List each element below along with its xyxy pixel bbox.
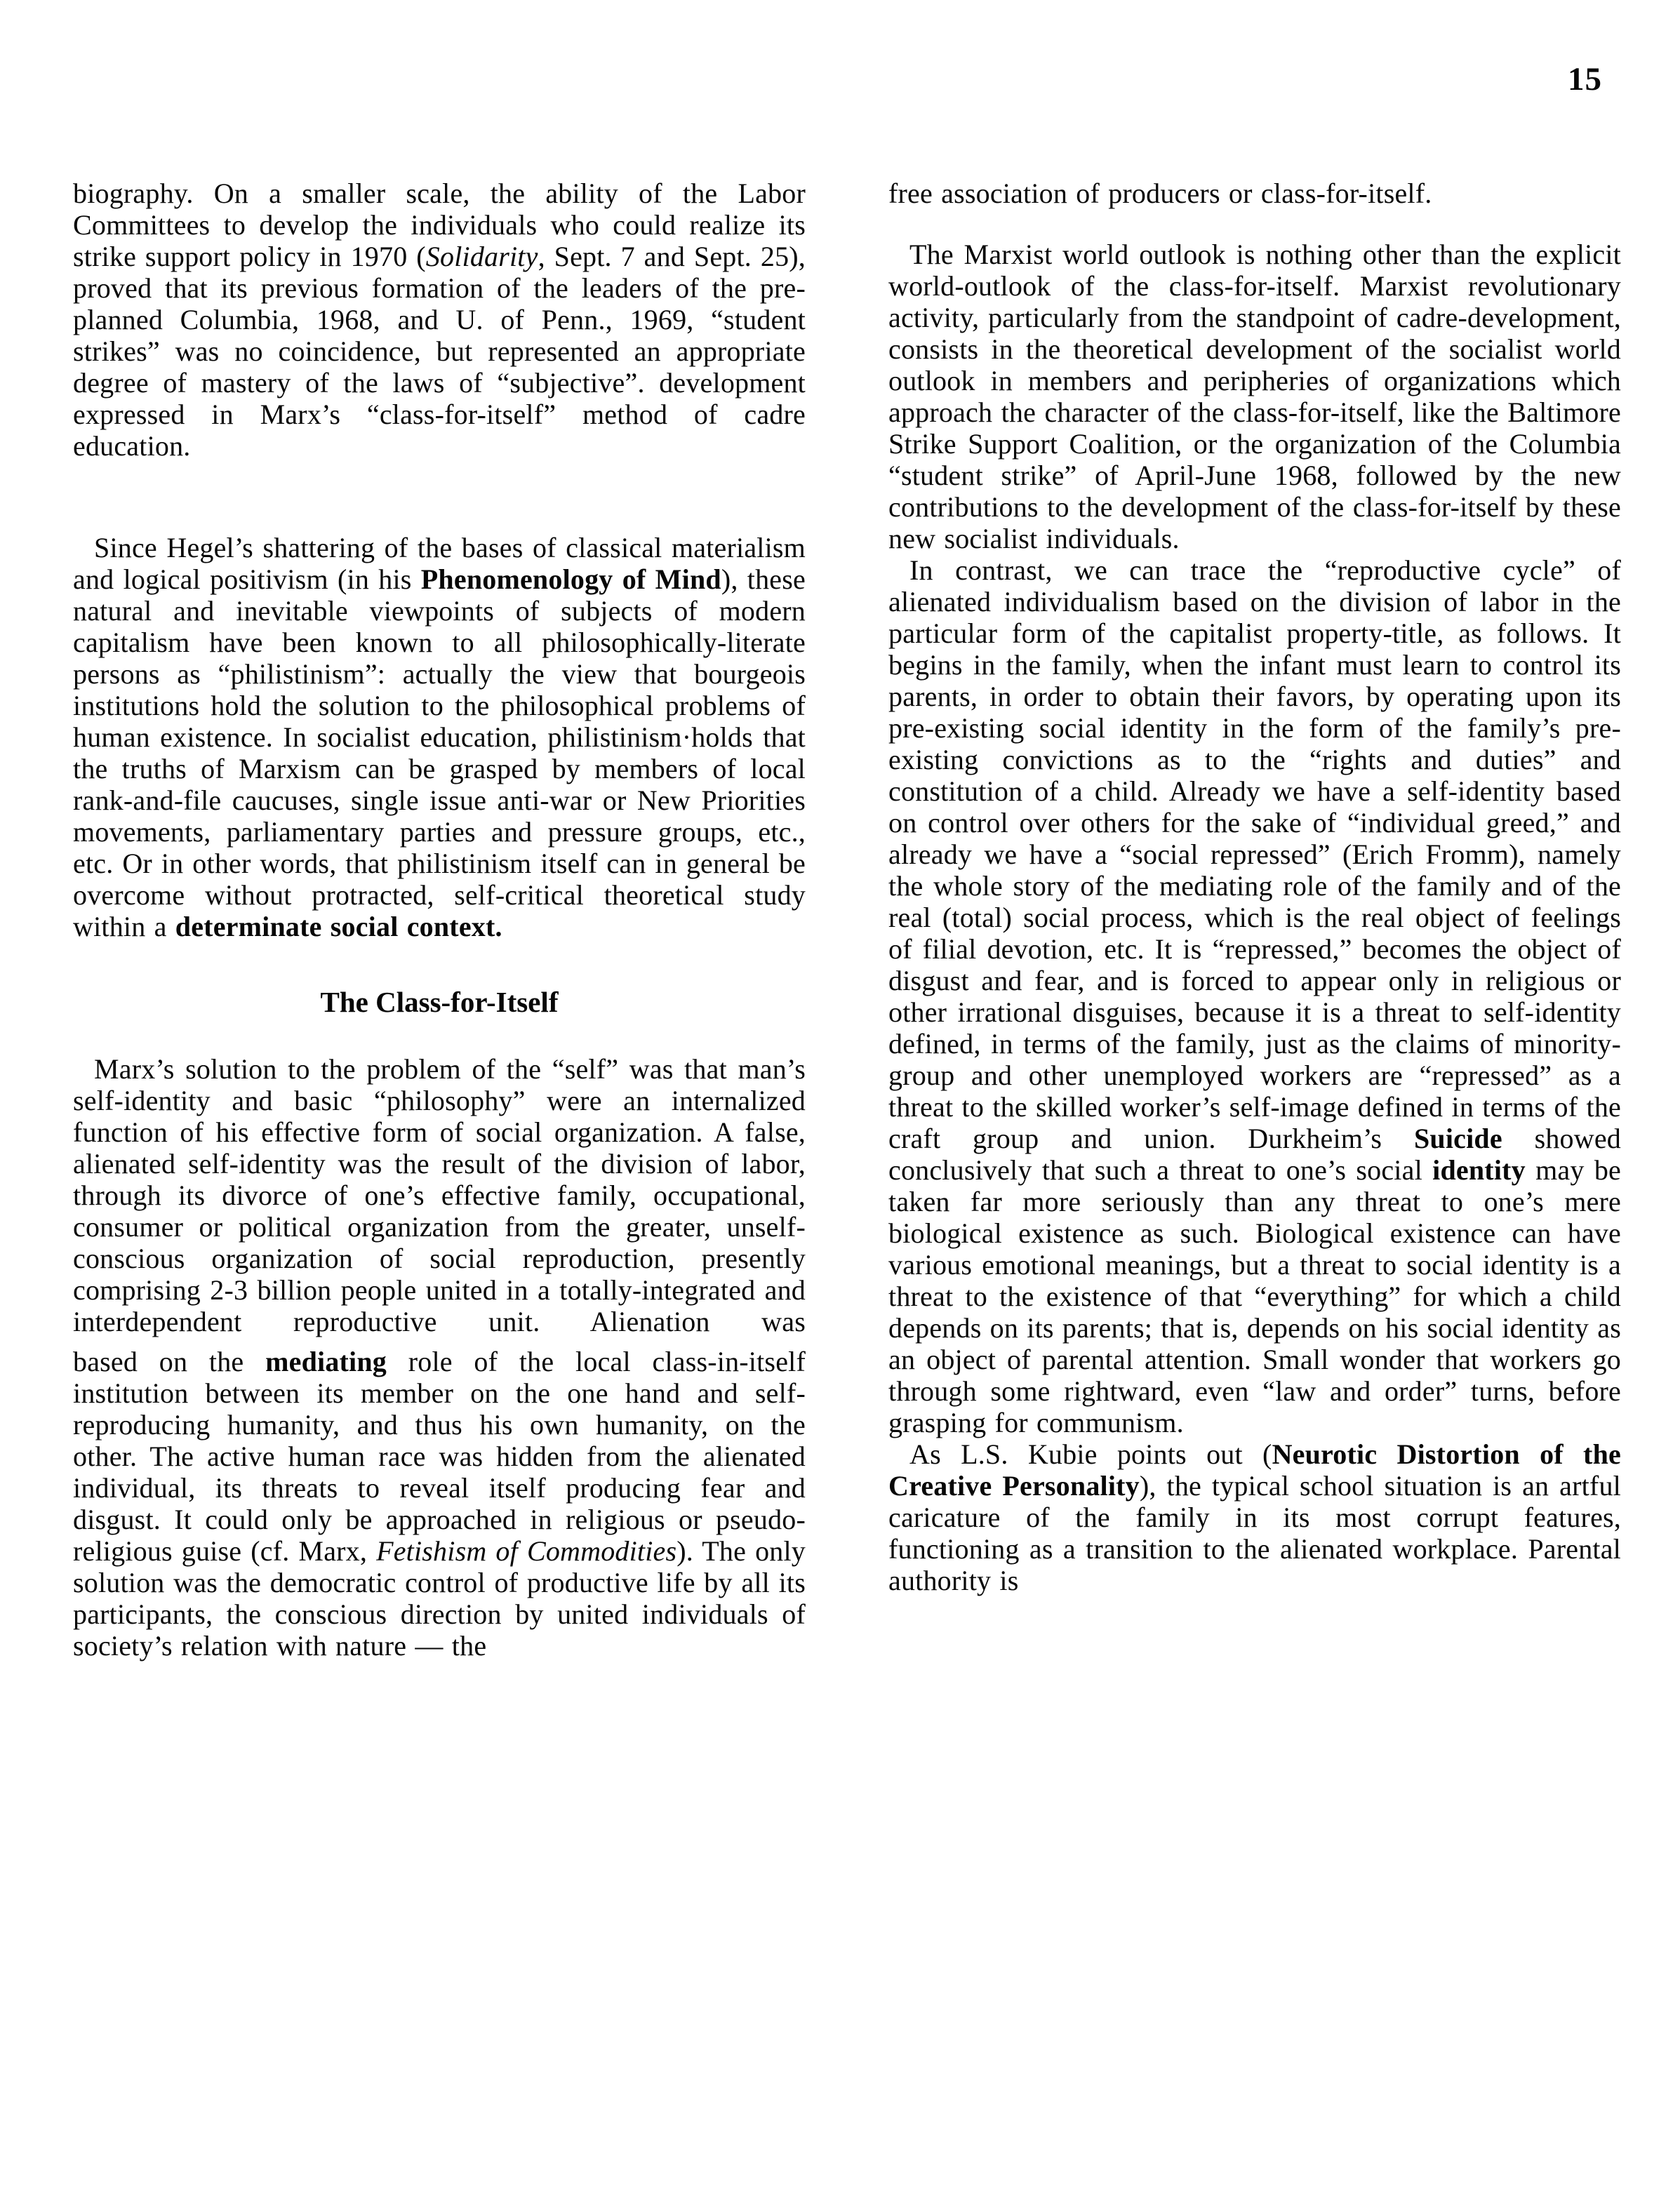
paragraph: In contrast, we can trace the “reproductive cycle” of alienated individualism based on the division of labor in the particular form of the capitalist property-title, as follows. It begins in the family, when the infant must learn to control its parents, in order to obtain their favors, by operating upon its pre-existing social identity in the form of the family’s pre-existing convictions as to the “rights and duties” and constitution of a child. Already we have a self-identity based on control over others for the sake of “individual greed,” and already we have a “social repressed” (Erich Fromm), namely the whole story of the mediating role of the family and of the real (total) social process, which is the real object of feelings of filial devotion, etc. It is “repressed,” becomes the object of disgust and fear, and is forced to appear only in religious or other irrational disguises, because it is a threat to self-identity defined, in terms of the family, just as the claims of minority-group and other unemployed workers are “repressed” as a threat to the skilled worker’s self-image defined in terms of the craft group and union. Durkheim’s Suicide showed conclusively that such a threat to one’s social identity may be taken far more seriously than any threat to one’s mere biological existence as such. Biological existence can have various emotional meanings, but a threat to social identity is a threat to the existence of that “everything” for which a child depends on its parents; that is, depends on his social identity as an object of parental attention. Small wonder that workers go through some rightward, even “law and order” turns, before grasping for communism. [888,554,1622,1438]
column-left [73,178,806,1662]
paragraph: As L.S. Kubie points out (Neurotic Distortion of the Creative Personality), the typical school situation is an artful caricature of the family in its most corrupt features, functioning as a transition to the alienated workplace. Parental authority is [888,1438,1621,1596]
page-number: 15 [1568,61,1602,98]
column-right [888,178,1621,1596]
paragraph: based on the mediating role of the local class-in-itself institution between its member on the one hand and self-reproducing humanity, and thus his own humanity, on the other. The active human race was hidden from the alienated individual, its threats to reveal itself producing fear and disgust. It could only be approached in religious or pseudo-religious guise (cf. Marx, Fetishism of Commodities). The only solution was the democratic control of productive life by all its participants, the conscious direction by united individuals of society’s relation with nature — the [73,1346,806,1662]
paragraph: free association of producers or class-for-itself. [888,178,1432,209]
paragraph: biography. On a smaller scale, the ability of the Labor Committees to develop the individuals who could realize its strike support policy in 1970 (Solidarity, Sept. 7 and Sept. 25), proved that its previous formation of the leaders of the pre-planned Columbia, 1968, and U. of Penn., 1969, “student strikes” was no coincidence, but represented an appropriate degree of mastery of the laws of “subjective”. development expressed in Marx’s “class-for-itself” method of cadre education. [73,178,806,462]
paragraph: Since Hegel’s shattering of the bases of classical materialism and logical positivism (in his Phenomenology of Mind), these natural and inevitable viewpoints of subjects of modern capitalism have been known to all philosophically-literate persons as “philistinism”: actually the view that bourgeois institutions hold the solution to the philosophical problems of human existence. In socialist education, philistinism·holds that the truths of Marxism can be grasped by members of local rank-and-file caucuses, single issue anti-war or New Priorities movements, parliamentary parties and pressure groups, etc., etc. Or in other words, that philistinism itself can in general be overcome without protracted, self-critical theoretical study within a determinate social context. [73,532,806,942]
section-heading: The Class-for-Itself [320,986,559,1018]
paragraph: The Marxist world outlook is nothing other than the explicit world-outlook of the class-for-itself. Marxist revolutionary activity, particularly from the standpoint of cadre-development, consists in the theoretical development of the socialist world outlook in members and peripheries of organizations which approach the character of the class-for-itself, like the Baltimore Strike Support Coalition, or the organization of the Columbia “student strike” of April-June 1968, followed by the new contributions to the development of the class-for-itself by these new socialist individuals. [888,239,1621,554]
paragraph: Marx’s solution to the problem of the “self” was that man’s self-identity and basic “philosophy” were an internalized function of his effective form of social organization. A false, alienated self-identity was the result of the division of labor, through its divorce of one’s effective family, occupational, consumer or political organization from the greater, unself-conscious organization of social reproduction, presently comprising 2-3 billion people united in a totally-integrated and interdependent reproductive unit. Alienation was [73,1053,806,1337]
